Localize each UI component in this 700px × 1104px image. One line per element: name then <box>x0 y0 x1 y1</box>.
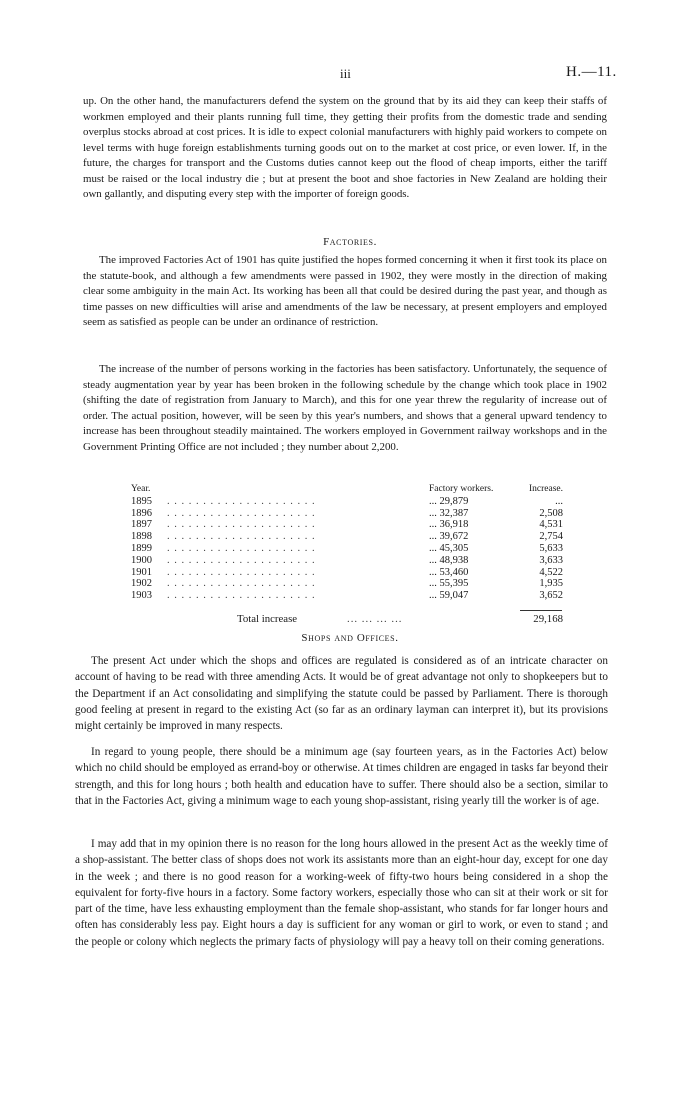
row-dots: . . . . . . . . . . . . . . . . . . . . . <box>167 531 316 543</box>
row-increase: 5,633 <box>539 542 563 554</box>
row-increase: 4,531 <box>539 519 563 531</box>
row-year: 1897 <box>131 519 152 531</box>
table-row <box>131 496 563 508</box>
row-year: 1902 <box>131 578 152 590</box>
row-year: 1895 <box>131 495 152 507</box>
shops-paragraph-2: In regard to young people, there should be a minimum age (say fourteen years, as in the Factories Act) below which no child should be employed as errand-boy or otherwise. At times children are engaged in tasks far beyond their strength, and this for long hours ; both health and education have to suffer. There should also be a section, similar to that in the Factories Act, giving a minimum wage to each young shop-assistant, rising yearly till the worker is of age. <box>75 746 608 807</box>
row-dots: . . . . . . . . . . . . . . . . . . . . . <box>167 578 316 590</box>
row-year: 1901 <box>131 566 152 578</box>
row-dots: . . . . . . . . . . . . . . . . . . . . . <box>167 507 316 519</box>
total-dots: ... ... ... ... <box>347 613 403 625</box>
table-row <box>131 555 563 567</box>
col-increase-header: Increase. <box>528 484 563 494</box>
row-dots: . . . . . . . . . . . . . . . . . . . . . <box>167 495 316 507</box>
shops-paragraph-3: I may add that in my opinion there is no reason for the long hours allowed in the present Act as the weekly time of a shop-assistant. The better class of shops does not work its assistants more than an eight-hour day, except for one day in the week ; and there is no good reason for a working-week of fifty-two hours being considered in a shop the equivalent for forty-five hours in a factory. Some factory workers, especially those who can sit at their work or sit for part of the time, have less exhausting employment than the female shop-assistant, who stands for far longer hours and often has considerably less pay. Eight hours a day is sufficient for any woman or girl to work, or even to stand ; and the people or colony which neglects the primary facts of physiology will pay a heavy toll on their coming generations. <box>75 838 608 948</box>
row-workers: ... 45,305 <box>429 542 469 554</box>
factories-paragraph-1: The improved Factories Act of 1901 has quite justified the hopes formed concerning it when it first took its place on the statute-book, and although a few amendments were passed in 1902, they were mostly in the direction of making clear some ambiguity in the main Act. Its working has been all that could be desired during the past year, and though as time passes on new difficulties will arise and amendments of the law be necessary, at present employers and employed seem as satisfied as people can be under an ordinance of restriction. <box>83 254 607 329</box>
row-increase: 2,754 <box>539 531 563 543</box>
row-increase: 2,508 <box>539 507 563 519</box>
factory-workers-table <box>131 484 563 602</box>
total-value: 29,168 <box>533 613 563 625</box>
paragraph-intro: up. On the other hand, the manufacturers defend the system on the ground that by its aid they can keep their staffs of workmen employed and their plants running full time, they getting their profits from the domestic trade and sending overplus stocks abroad at cost prices. It is idle to expect colonial manufacturers with highly paid workers to compete on level terms with huge foreign establishments turning goods out on to the market at cost price, or even lower. If, in the future, the charges for transport and the Customs duties cannot keep out the flood of cheap imports, either the tariff must be raised or the local industry die ; but at present the boot and shoe factories in New Zealand are holding their own gallantly, and disputing every step with the importer of foreign goods. <box>83 95 607 201</box>
row-workers: ... 39,672 <box>429 531 469 543</box>
row-workers: ... 55,395 <box>429 578 469 590</box>
table-row <box>131 531 563 543</box>
table-row <box>131 508 563 520</box>
row-year: 1896 <box>131 507 152 519</box>
row-year: 1903 <box>131 590 152 602</box>
row-increase: ... <box>555 495 563 507</box>
row-dots: . . . . . . . . . . . . . . . . . . . . . <box>167 590 316 602</box>
row-dots: . . . . . . . . . . . . . . . . . . . . . <box>167 519 316 531</box>
row-increase: 3,652 <box>539 590 563 602</box>
factories-paragraph-2: The increase of the number of persons working in the factories has been satisfactory. Unfortunately, the sequence of steady augmentation year by year has been broken in the following schedule by the change which took place in 1902 (shifting the date of registration from January to March), and this for one year threw the regularity of increase out of order. The actual position, however, will be seen by this year's numbers, and shows that a general upward tendency to increase has been throughout steadily maintained. The workers employed in Government railway workshops and in the Government Printing Office are not included ; they number about 2,200. <box>83 363 607 453</box>
table-row <box>131 578 563 590</box>
col-year-header: Year. <box>131 484 151 494</box>
row-workers: ... 32,387 <box>429 507 469 519</box>
factories-heading: Factories. <box>323 236 377 248</box>
table-header-row <box>131 484 563 496</box>
row-dots: . . . . . . . . . . . . . . . . . . . . . <box>167 566 316 578</box>
row-year: 1899 <box>131 542 152 554</box>
row-dots: . . . . . . . . . . . . . . . . . . . . . <box>167 554 316 566</box>
row-increase: 1,935 <box>539 578 563 590</box>
row-workers: ... 36,918 <box>429 519 469 531</box>
table-row <box>131 567 563 579</box>
row-workers: ... 48,938 <box>429 554 469 566</box>
shops-heading: Shops and Offices. <box>301 632 399 644</box>
row-workers: ... 59,047 <box>429 590 469 602</box>
table-row <box>131 519 563 531</box>
page-number: iii <box>340 66 351 81</box>
row-dots: . . . . . . . . . . . . . . . . . . . . . <box>167 542 316 554</box>
table-row <box>131 543 563 555</box>
col-workers-header: Factory workers. <box>429 484 494 494</box>
row-increase: 3,633 <box>539 554 563 566</box>
document-ref: H.—11. <box>566 64 617 80</box>
total-rule <box>520 610 562 611</box>
total-label: Total increase <box>237 613 298 625</box>
row-workers: ... 29,879 <box>429 495 469 507</box>
shops-paragraph-1: The present Act under which the shops and offices are regulated is considered as of an intricate character on account of having to be read with three amending Acts. It would be of great advantage not only to shopkeepers but to the Department if an Act consolidating and simplifying the statute could be passed by Parliament. There is thorough good feeling at present in regard to the existing Act (so far as an ordinary layman can interpret it), but its provisions might certainly be improved in many respects. <box>75 655 608 733</box>
table-row <box>131 590 563 602</box>
row-increase: 4,522 <box>539 566 563 578</box>
row-workers: ... 53,460 <box>429 566 469 578</box>
row-year: 1900 <box>131 554 152 566</box>
row-year: 1898 <box>131 531 152 543</box>
